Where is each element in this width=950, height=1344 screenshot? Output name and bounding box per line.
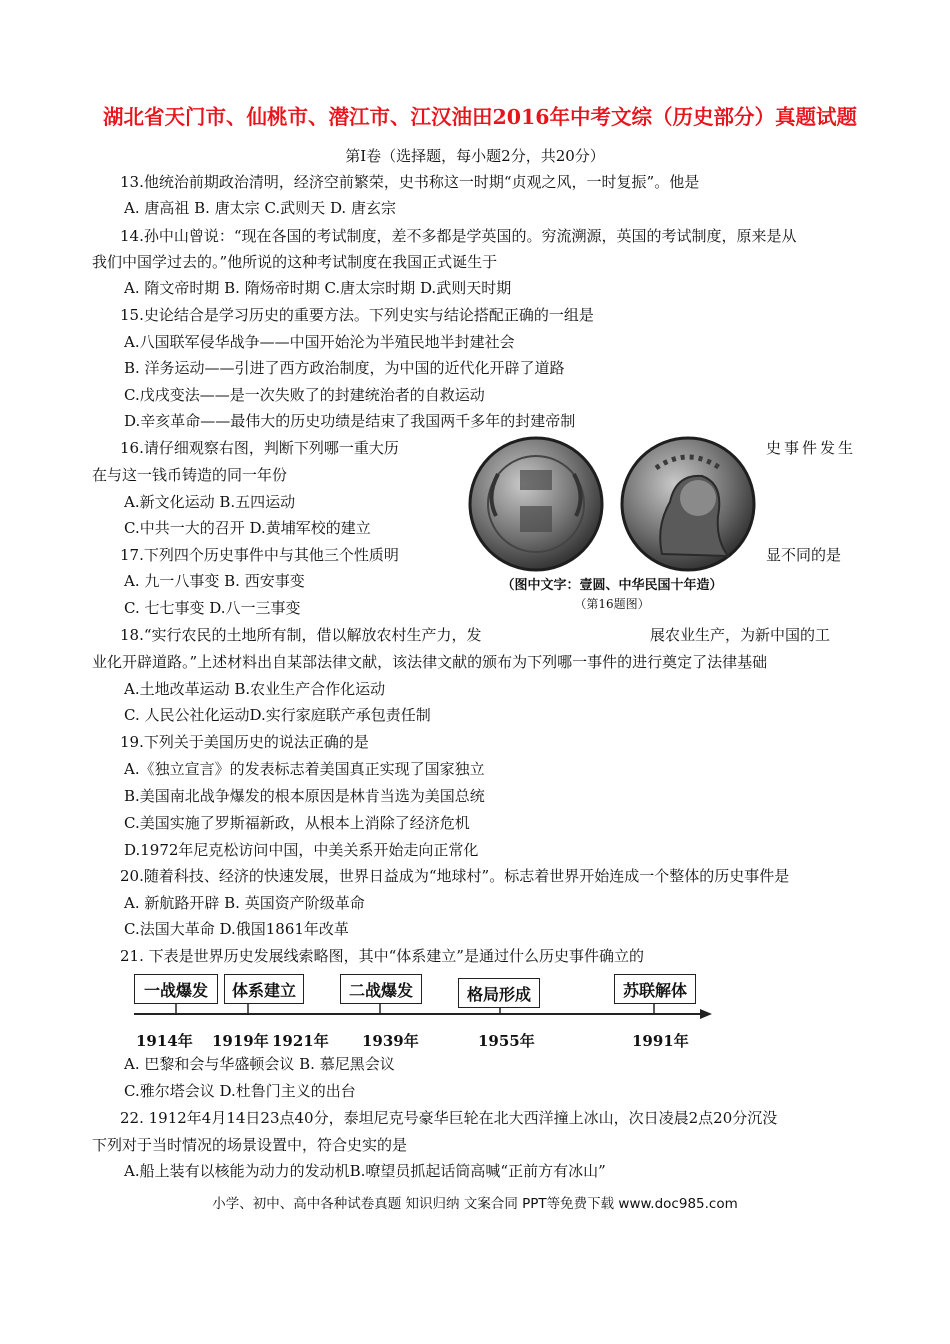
q18-stem-right: 展农业生产，为新中国的工: [650, 626, 831, 644]
q15-option-d: D.辛亥革命——最伟大的历史功绩是结束了我国两千多年的封建帝制: [124, 412, 576, 430]
q17-stem-left: 17.下列四个历史事件中与其他三个性质明: [120, 546, 399, 564]
q21-options-1: A. 巴黎和会与华盛顿会议 B. 慕尼黑会议: [124, 1055, 395, 1073]
q15-option-a: A.八国联军侵华战争——中国开始沦为半殖民地半封建社会: [124, 333, 515, 351]
q14-options: A. 隋文帝时期 B. 隋炀帝时期 C.唐太宗时期 D.武则天时期: [124, 279, 512, 297]
q18-stem-left: 18.“实行农民的土地所有制，借以解放农村生产力，发: [120, 626, 482, 644]
timeline-year: 1919年: [212, 1032, 269, 1050]
q16-stem-right: 史事件发生: [766, 439, 857, 457]
q22-stem: 22. 1912年4月14日23点40分，泰坦尼克号豪华巨轮在北大西洋撞上冰山，次日凌晨2点20分沉没: [120, 1109, 778, 1127]
timeline-box: 格局形成: [458, 978, 540, 1008]
timeline-year: 1955年: [478, 1032, 535, 1050]
document-title: 湖北省天门市、仙桃市、潜江市、江汉油田2016年中考文综（历史部分）真题试题: [102, 105, 858, 129]
q19-option-a: A.《独立宣言》的发表标志着美国真正实现了国家独立: [124, 760, 485, 778]
q19-stem: 19.下列关于美国历史的说法正确的是: [120, 733, 369, 751]
q13-options: A. 唐高祖 B. 唐太宗 C.武则天 D. 唐玄宗: [124, 199, 396, 217]
timeline-box: 苏联解体: [614, 974, 696, 1004]
q20-stem: 20.随着科技、经济的快速发展，世界日益成为“地球村”。标志着世界开始连成一个整体的历史事件是: [120, 867, 790, 885]
timeline-box: 一战爆发: [134, 974, 218, 1004]
q16-options-1: A.新文化运动 B.五四运动: [124, 493, 296, 511]
q21-stem: 21. 下表是世界历史发展线索略图，其中“体系建立”是通过什么历史事件确立的: [120, 947, 644, 965]
timeline-year: 1991年: [632, 1032, 689, 1050]
history-timeline: [128, 968, 728, 1058]
q15-option-b: B. 洋务运动——引进了西方政治制度，为中国的近代化开辟了道路: [124, 359, 565, 377]
timeline-year: 1921年: [272, 1032, 329, 1050]
q19-option-b: B.美国南北战争爆发的根本原因是林肯当选为美国总统: [124, 787, 485, 805]
q15-option-c: C.戊戌变法——是一次失败了的封建统治者的自救运动: [124, 386, 485, 404]
q18-options-1: A.土地改革运动 B.农业生产合作化运动: [124, 680, 386, 698]
q18-stem-cont: 业化开辟道路。”上述材料出自某部法律文献，该法律文献的颁布为下列哪一事件的进行奠定了法律基础: [92, 653, 768, 671]
q18-options-2: C. 人民公社化运动D.实行家庭联产承包责任制: [124, 706, 431, 724]
q20-options-2: C.法国大革命 D.俄国1861年改革: [124, 920, 349, 938]
q19-option-c: C.美国实施了罗斯福新政，从根本上消除了经济危机: [124, 814, 470, 832]
timeline-year: 1914年: [136, 1032, 193, 1050]
q21-options-2: C.雅尔塔会议 D.杜鲁门主义的出台: [124, 1082, 356, 1100]
timeline-year: 1939年: [362, 1032, 419, 1050]
q17-stem-right: 显不同的是: [766, 546, 842, 564]
q14-stem-cont: 我们中国学过去的。”他所说的这种考试制度在我国正式诞生于: [92, 253, 498, 271]
timeline-axis: [128, 968, 728, 1028]
q15-stem: 15.史论结合是学习历史的重要方法。下列史实与结论搭配正确的一组是: [120, 306, 594, 324]
q20-options-1: A. 新航路开辟 B. 英国资产阶级革命: [124, 894, 365, 912]
q14-stem: 14.孙中山曾说：“现在各国的考试制度，差不多都是学英国的。穷流溯源，英国的考试制度，原来是从: [120, 227, 797, 245]
section-heading: 第Ⅰ卷（选择题，每小题2分，共20分）: [345, 147, 605, 165]
q19-option-d: D.1972年尼克松访问中国，中美关系开始走向正常化: [124, 841, 479, 859]
q22-stem-cont: 下列对于当时情况的场景设置中，符合史实的是: [92, 1136, 408, 1154]
q13-stem: 13.他统治前期政治清明，经济空前繁荣，史书称这一时期“贞观之风，一时复振”。他是: [120, 173, 700, 191]
q16-options-2: C.中共一大的召开 D.黄埔军校的建立: [124, 519, 371, 537]
q16-stem-left: 16.请仔细观察右图，判断下列哪一重大历: [120, 439, 399, 457]
timeline-box: 体系建立: [224, 974, 304, 1004]
figure-caption: （图中文字：壹圆、中华民国十年造）: [501, 578, 723, 593]
q16-stem-cont: 在与这一钱币铸造的同一年份: [92, 466, 288, 484]
q17-options-2: C. 七七事变 D.八一三事变: [124, 599, 301, 617]
timeline-box: 二战爆发: [340, 974, 422, 1004]
page-footer: 小学、初中、高中各种试卷真题 知识归纳 文案合同 PPT等免费下载 www.doc985.com: [212, 1196, 738, 1212]
q17-options-1: A. 九一八事变 B. 西安事变: [124, 572, 305, 590]
figure-label: （第16题图）: [574, 597, 650, 611]
q22-options-1: A.船上装有以核能为动力的发动机B.嘹望员抓起话筒高喊“正前方有冰山”: [124, 1162, 606, 1180]
